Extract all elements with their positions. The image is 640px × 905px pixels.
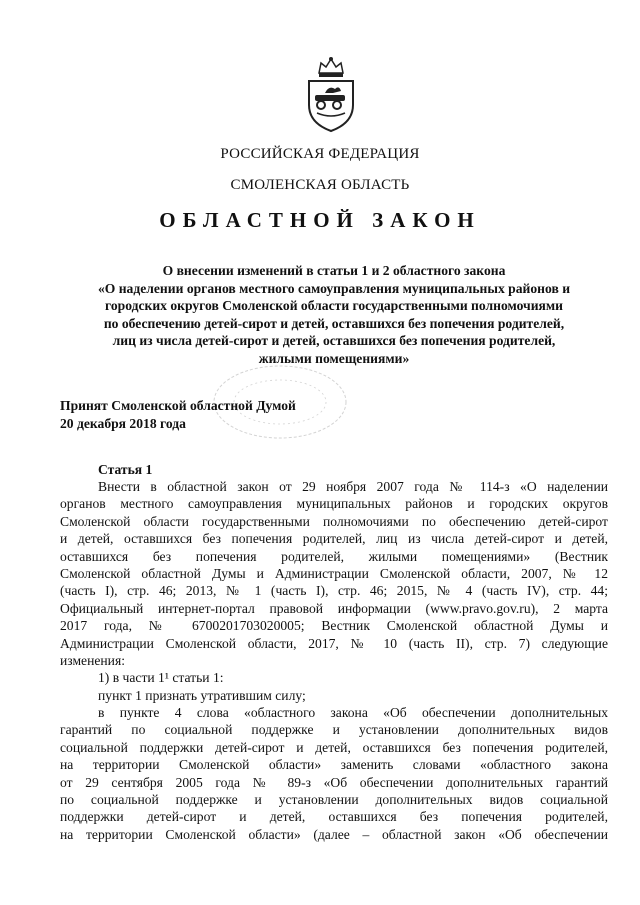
text-line: социальной поддержки детей-сирот и детей, оставшихся без попечения родителей, — [60, 739, 608, 755]
title-line: О внесении изменений в статьи 1 и 2 областного закона — [162, 263, 506, 278]
text-line: и детей, оставшихся без попечения родителей, лиц из числа детей-сирот и детей, — [60, 531, 608, 547]
text-line: оставшихся без попечения родителей, жилыми помещениями» (Вестник — [60, 548, 608, 564]
document-type-heading: ОБЛАСТНОЙ ЗАКОН — [159, 208, 481, 232]
title-line: городских округов Смоленской области государственными полномочиями — [105, 298, 563, 314]
country-name: РОССИЙСКАЯ ФЕДЕРАЦИЯ — [220, 146, 420, 162]
adoption-date: 20 декабря 2018 года — [60, 416, 186, 431]
text-line: Смоленской области государственными полномочиями по обеспечению детей-сирот — [60, 513, 608, 529]
text-line: на территории Смоленской области» заменить словами «областного закона — [60, 757, 608, 773]
text-line: Администрации Смоленской области, 2017, № 10 (часть II), стр. 7) следующие — [60, 635, 608, 651]
article-heading: Статья 1 — [98, 462, 153, 477]
title-line: лиц из числа детей-сирот и детей, оставшихся без попечения родителей, — [112, 333, 556, 349]
text-line: (часть I), стр. 46; 2013, № 1 (часть I), стр. 46; 2015, № 4 (часть IV), стр. 44; — [60, 583, 608, 599]
region-name: СМОЛЕНСКАЯ ОБЛАСТЬ — [230, 177, 410, 193]
text-line: гарантий по социальной поддержке и установлении дополнительных видов — [60, 722, 608, 738]
law-title — [60, 262, 608, 368]
text-line: пункт 1 признать утратившим силу; — [98, 687, 306, 703]
title-line: по обеспечению детей-сирот и детей, оставшихся без попечения родителей, — [103, 315, 565, 331]
text-line: Смоленской областной Думы и Администрации Смоленской области, 2007, № 12 — [60, 565, 608, 581]
text-line: на территории Смоленской области» (далее – областной закон «Об обеспечении — [60, 826, 608, 842]
text-line: поддержки детей-сирот и детей, оставшихся без попечения родителей, — [60, 809, 608, 825]
text-line: 2017 года, № 6700201703020005; Вестник Смоленской областной Думы и — [60, 618, 608, 634]
article-body — [60, 478, 608, 843]
text-line: Внести в областной закон от 29 ноября 2007 года № 114-з «О наделении — [98, 479, 608, 494]
text-line: по социальной поддержке и установлении дополнительных видов социальной — [60, 792, 608, 808]
title-line: «О наделении органов местного самоуправления муниципальных районов и — [97, 280, 571, 296]
text-line: органов местного самоуправления муниципальных районов и городских округов — [60, 496, 608, 512]
adoption-info — [60, 397, 296, 433]
list-item: 1) в части 1¹ статьи 1: — [98, 670, 224, 686]
text-line: изменения: — [60, 652, 125, 668]
text-line: от 29 сентября 2005 года № 89-з «Об обеспечении дополнительных гарантий — [60, 774, 608, 790]
coat-of-arms-emblem — [299, 55, 363, 133]
adopted-by: Принят Смоленской областной Думой — [60, 398, 296, 413]
text-line: Официальный интернет-портал правовой информации (www.pravo.gov.ru), 2 марта — [60, 600, 608, 616]
title-line: жилыми помещениями» — [258, 350, 410, 366]
text-line: в пункте 4 слова «областного закона «Об обеспечении дополнительных — [98, 705, 608, 721]
